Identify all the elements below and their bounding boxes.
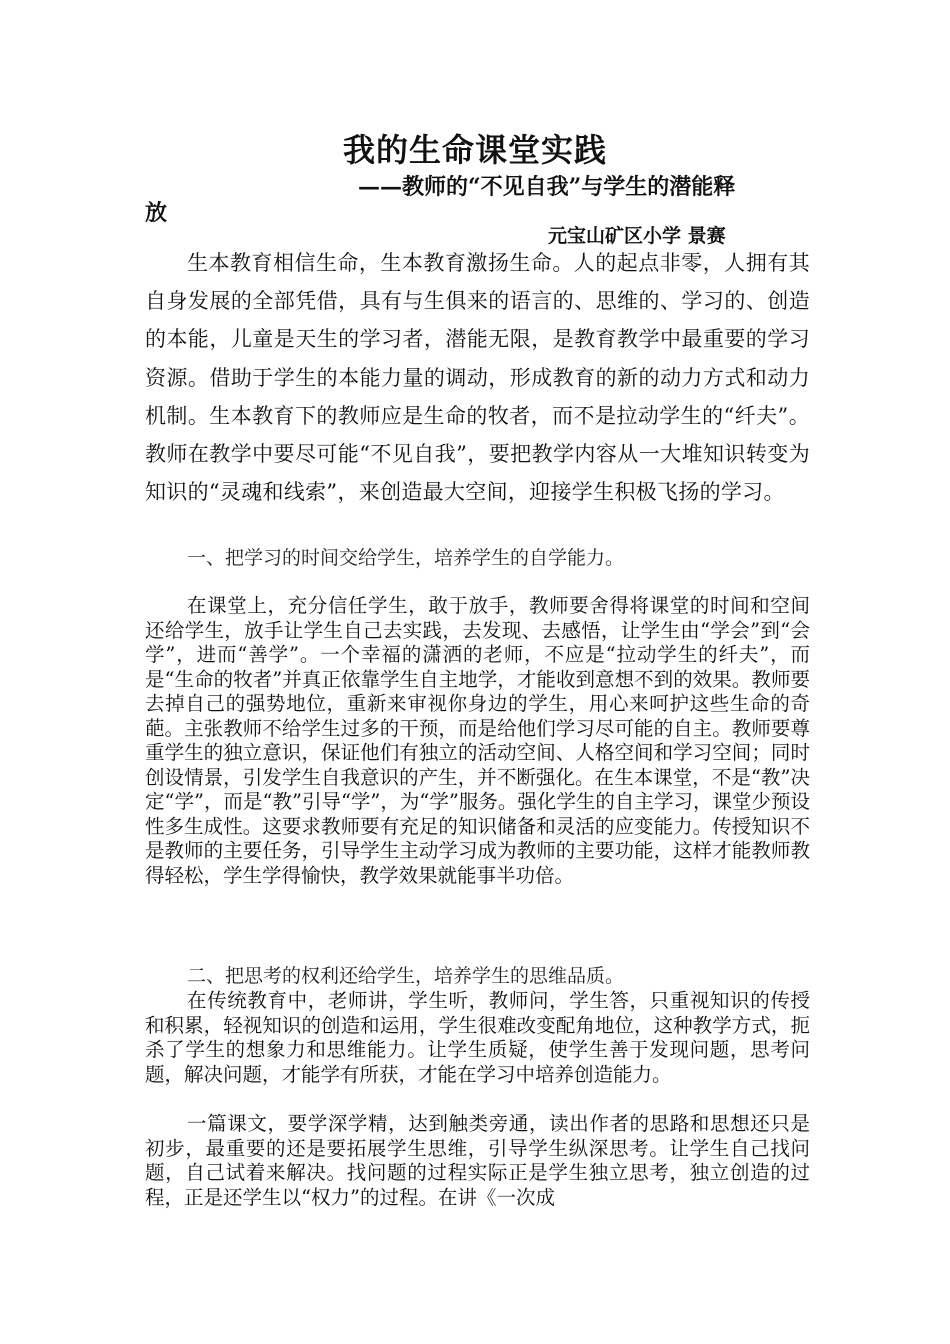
section-heading-2: 二、把思考的权利还给学生，培养学生的思维品质。 [187,965,625,987]
author-line: 元宝山矿区小学 景赛 [548,225,726,247]
document-title: 我的生命课堂实践 [342,131,607,169]
section-1-paragraph: 在课堂上，充分信任学生，敢于放手，教师要舍得将课堂的时间和空间还给学生，放手让学生自己去实践，去发现、去感悟，让学生由“学会”到“会学”，进而“善学”。一个幸福的潇洒的老师，不应是“拉动学生的纤夫”，而是“生命的牧者”并真正依靠学生自主地学，才能收到意想不到的效果。教师要去掉自己的强势地位，重新来审视你身边的学生，用心来呵护这些生命的奇葩。主张教师不给学生过多的干预，而是给他们学习尽可能的自主。教师要尊重学生的独立意识，保证他们有独立的活动空间、人格空间和学习空间；同时创设情景，引发学生自我意识的产生，并不断强化。在生本课堂，不是“教”决定“学”，而是“教”引导“学”，为“学”服务。强化学生的自主学习，课堂少预设性多生成性。这要求教师要有充足的知识储备和灵活的应变能力。传授知识不是教师的主要任务，引导学生主动学习成为教师的主要功能，这样才能教师教得轻松，学生学得愉快，教学效果就能事半功倍。 [145,594,810,887]
document-subtitle: ——教师的“不见自我”与学生的潜能释 [358,174,736,200]
document-subtitle-continuation: 放 [145,200,168,226]
intro-paragraph: 生本教育相信生命，生本教育激扬生命。人的起点非零，人拥有其自身发展的全部凭借，具有与生俱来的语言的、思维的、学习的、创造的本能，儿童是天生的学习者，潜能无限，是教育教学中最重要的学习资源。借助于学生的本能力量的调动，形成教育的新的动力方式和动力机制。生本教育下的教师应是生命的牧者，而不是拉动学生的“纤夫”。教师在教学中要尽可能“不见自我”，要把教学内容从一大堆知识转变为知识的“灵魂和线索”，来创造最大空间，迎接学生积极飞扬的学习。 [145,251,810,505]
section-heading-1: 一、把学习的时间交给学生，培养学生的自学能力。 [187,547,625,569]
section-2-paragraph-2: 一篇课文，要学深学精，达到触类旁通，读出作者的思路和思想还只是初步，最重要的还是要拓展学生思维，引导学生纵深思考。让学生自己找问题，自己试着来解决。找问题的过程实际正是学生独立思考，独立创造的过程，正是还学生以“权力”的过程。在讲《一次成 [145,1112,810,1209]
section-2-paragraph-1: 在传统教育中，老师讲，学生听，教师问，学生答，只重视知识的传授和积累，轻视知识的创造和运用，学生很难改变配角地位，这种教学方式，扼杀了学生的想象力和思维能力。让学生质疑，使学生善于发现问题，思考问题，解决问题，才能学有所获，才能在学习中培养创造能力。 [145,989,810,1086]
